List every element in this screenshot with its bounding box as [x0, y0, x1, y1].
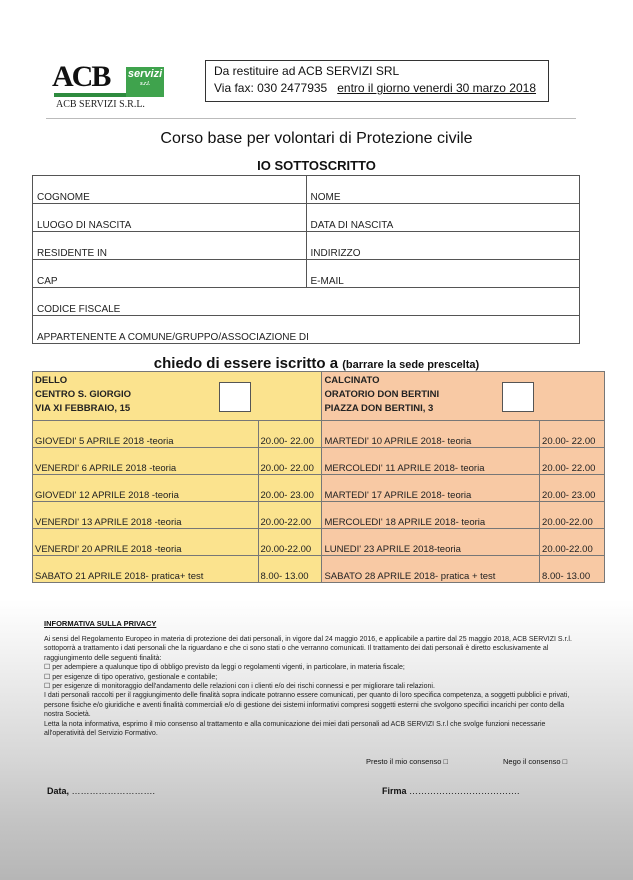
- page-title: Corso base per volontari di Protezione civile: [160, 130, 473, 147]
- data-nascita-field[interactable]: DATA DI NASCITA: [306, 204, 580, 232]
- nome-field[interactable]: NOME: [306, 176, 580, 204]
- privacy-paragraph: Letta la nota informativa, esprimo il mio consenso al trattamento e alla comunicazione dei miei dati personali ad ACB SERVIZI S.r.l che svolge funzioni necessarie all'operatività del Servizio Formativo.: [44, 720, 546, 738]
- venue-calcinato: CALCINATO ORATORIO DON BERTINI PIAZZA DON BERTINI, 3: [322, 372, 605, 421]
- schedule-row: VENERDI' 6 APRILE 2018 -teoria 20.00- 22.00 MERCOLEDI' 11 APRILE 2018- teoria 20.00- 22.00: [33, 448, 605, 475]
- logo-letters: ACB: [52, 60, 110, 93]
- return-instructions-box: [205, 60, 549, 102]
- fax-line: Via fax: 030 2477935 entro il giorno venerdi 30 marzo 2018: [214, 81, 537, 95]
- codice-fiscale-field[interactable]: CODICE FISCALE: [33, 288, 580, 316]
- consent-yes-checkbox[interactable]: Presto il mio consenso □: [366, 757, 449, 766]
- schedule-table: [32, 371, 605, 583]
- schedule-row: VENERDI' 13 APRILE 2018 -teoria 20.00-22.00 MERCOLEDI' 18 APRILE 2018- teoria 20.00-22.00: [33, 502, 605, 529]
- deadline: entro il giorno venerdi 30 marzo 2018: [337, 81, 537, 95]
- privacy-bullet: ☐ per adempiere a qualunque tipo di obbligo previsto da leggi o regolamenti vigenti, in particolare, in materia fiscale;: [44, 664, 405, 672]
- consent-no-checkbox[interactable]: Nego il consenso □: [503, 757, 568, 766]
- cognome-field[interactable]: COGNOME: [33, 176, 307, 204]
- privacy-paragraph: Ai sensi del Regolamento Europeo in materia di protezione dei dati personali, in vigore dal 24 maggio 2016, e applicabile a partire dal 25 maggio 2018, ACB SERVIZI S.r.l. sottoporrà a trattamento i dati personali che la riguardano e che ci sono stati o che verranno comunicati. Il trattamento dei dati personali è diretto esclusivamente al raggiungimento delle seguenti finalità:: [44, 636, 572, 662]
- schedule-row: SABATO 21 APRILE 2018- pratica+ test 8.00- 13.00 SABATO 28 APRILE 2018- pratica + test 8.00- 13.00: [33, 556, 605, 583]
- cap-field[interactable]: CAP: [33, 260, 307, 288]
- schedule-row: GIOVEDI' 12 APRILE 2018 -teoria 20.00- 23.00 MARTEDI' 17 APRILE 2018- teoria 20.00- 23.00: [33, 475, 605, 502]
- email-field[interactable]: E-MAIL: [306, 260, 580, 288]
- schedule-row: GIOVEDI' 5 APRILE 2018 -teoria 20.00- 22.00 MARTEDI' 10 APRILE 2018- teoria 20.00- 22.00: [33, 421, 605, 448]
- venue-calcinato-checkbox[interactable]: [502, 382, 534, 412]
- personal-data-form: [32, 175, 580, 344]
- privacy-bullet: ☐ per esigenze di tipo operativo, gestionale e contabile;: [44, 673, 218, 681]
- venue-dello: DELLO CENTRO S. GIORGIO VIA XI FEBBRAIO, 15: [33, 372, 322, 421]
- schedule-row: VENERDI' 20 APRILE 2018 -teoria 20.00-22.00 LUNEDI' 23 APRILE 2018-teoria 20.00-22.00: [33, 529, 605, 556]
- section-title: IO SOTTOSCRITTO: [257, 158, 376, 173]
- logo-caption: ACB SERVIZI S.R.L.: [56, 99, 145, 110]
- privacy-title: INFORMATIVA SULLA PRIVACY: [44, 619, 157, 628]
- logo-badge: servizi s.r.l.: [126, 67, 164, 97]
- appartenente-field[interactable]: APPARTENENTE A COMUNE/GRUPPO/ASSOCIAZIONE DI: [33, 316, 580, 344]
- signature-field[interactable]: Firma ……………………………….: [382, 786, 520, 796]
- divider: [46, 118, 576, 119]
- acb-logo: [52, 62, 172, 112]
- logo-bar: [54, 93, 134, 97]
- privacy-paragraph: I dati personali raccolti per il raggiungimento delle finalità sopra indicate potranno essere comunicati, per quanto di loro specifica competenza, a soggetti pubblici e privati, persone fisiche e/o giuridiche e aventi finalità commerciali e/o di gestione dei sistemi informativi compresi soggetti esterni che svolgono specifici incarichi per conto della nostra Società.: [44, 692, 570, 719]
- residente-field[interactable]: RESIDENTE IN: [33, 232, 307, 260]
- enroll-note: (barrare la sede prescelta): [342, 359, 480, 371]
- return-line: Da restituire ad ACB SERVIZI SRL: [214, 64, 400, 78]
- indirizzo-field[interactable]: INDIRIZZO: [306, 232, 580, 260]
- venue-dello-checkbox[interactable]: [219, 382, 251, 412]
- luogo-nascita-field[interactable]: LUOGO DI NASCITA: [33, 204, 307, 232]
- privacy-bullet: ☐ per esigenze di monitoraggio dell'andamento delle relazioni con i clienti e/o dei rischi connessi e per migliorare tali relazioni.: [44, 683, 435, 691]
- enroll-heading: chiedo di essere iscritto a (barrare la sede prescelta): [153, 355, 480, 372]
- date-field[interactable]: Data, ……………………….: [47, 786, 156, 796]
- privacy-text: [44, 635, 584, 738]
